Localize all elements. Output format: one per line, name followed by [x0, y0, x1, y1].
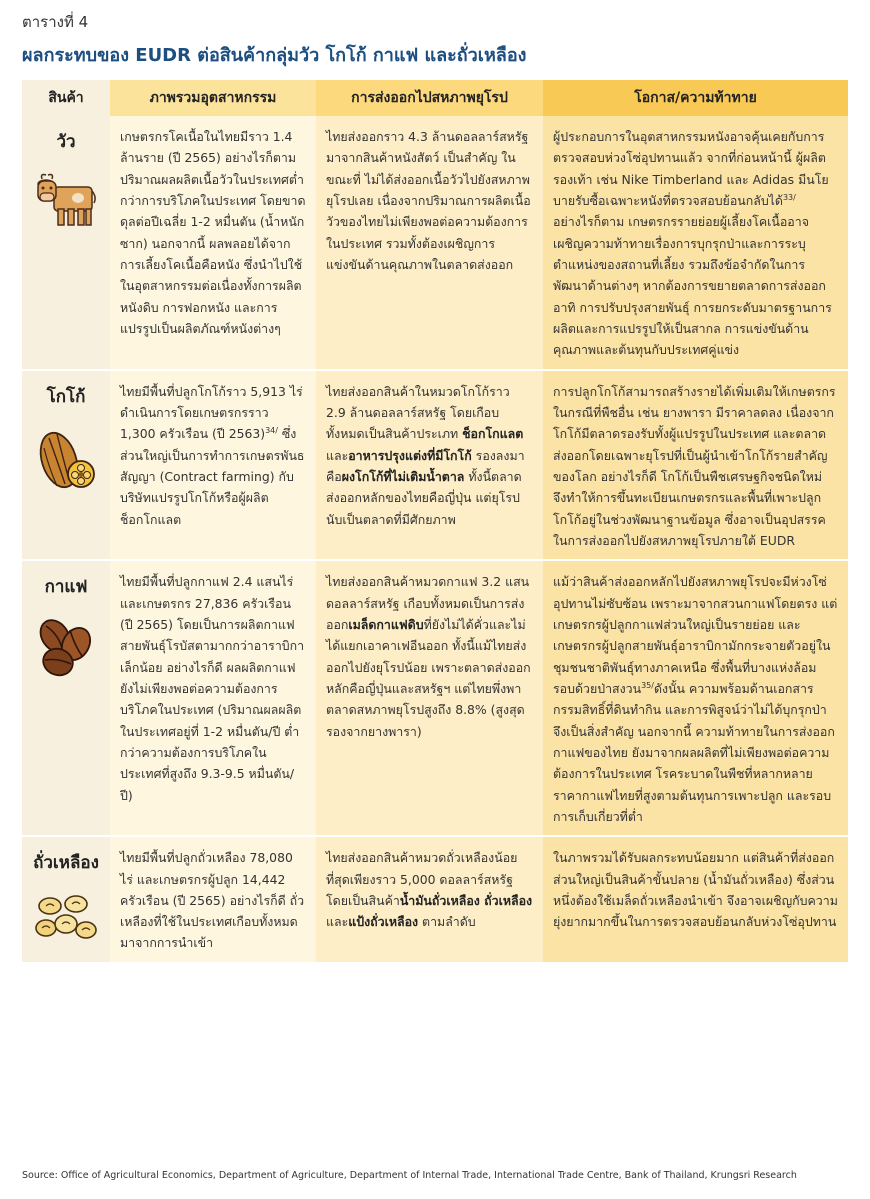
page-title: ผลกระทบของ EUDR ต่อสินค้ากลุ่มวัว โกโก้ กาแฟ และถั่วเหลือง	[22, 45, 527, 66]
opportunities-text: อย่างไรก็ตาม เกษตรกรรายย่อยผู้เลี้ยงโคเนื้ออาจเผชิญความท้าทายเรื่องการบุกรุกป่าและการระบุตำแหน่งของสถานที่เลี้ยง รวมถึงข้อจำกัดในการพัฒนาด้านต่างๆ หากต้องการขยายตลาดการส่งออก อาทิ การปรับปรุงสายพันธุ์ การยกระดับมาตรฐานการผลิตและการแปรรูปให้เป็นสากล การแข่งขันด้านคุณภาพและต้นทุนกับประเทศคู่แข่ง	[553, 214, 832, 358]
overview-cell: ไทยมีพื้นที่ปลูกถั่วเหลือง 78,080 ไร่ และเกษตรกรผู้ปลูก 14,442 ครัวเรือน (ปี 2565) อย่างไรก็ดี ถั่วเหลืองที่ใช้ในประเทศเกือบทั้งหมดมาจากการนำเข้า	[110, 836, 316, 962]
opportunities-cell: ในภาพรวมได้รับผลกระทบน้อยมาก แต่สินค้าที่ส่งออกส่วนใหญ่เป็นสินค้าขั้นปลาย (น้ำมันถั่วเหลือง) ซึ่งส่วนหนึ่งต้องใช้เมล็ดถั่วเหลืองนำเข้า จึงอาจเผชิญกับความยุ่งยากมากขึ้นในการตรวจสอบย้อนกลับห่วงโซ่อุปทาน	[543, 836, 848, 962]
product-name: วัว	[56, 132, 76, 152]
product-cell	[22, 370, 110, 561]
table-row	[22, 836, 848, 962]
cocoa-pod-icon	[35, 426, 97, 496]
overview-text: ไทยมีพื้นที่ปลูกโกโก้ราว 5,913 ไร่ ดำเนินการโดยเกษตรกรราว 1,300 ครัวเรือน (ปี 2563)	[120, 383, 303, 442]
export-cell	[316, 560, 543, 836]
export-text: ไทยส่งออกสินค้าหมวดถั่วเหลืองน้อยที่สุดเพียงราว 5,000 ดอลลาร์สหรัฐ โดยเป็นสินค้า	[326, 850, 518, 908]
export-text: รองลงมาคือ	[326, 447, 525, 484]
product-cell	[22, 116, 110, 370]
opportunities-cell: การปลูกโกโก้สามารถสร้างรายได้เพิ่มเติมให้เกษตรกร ในกรณีที่พืชอื่น เช่น ยางพารา มีราคาลดลง เนื่องจากโกโก้มีตลาดรองรับทั้งผู้แปรรูปในประเทศ และตลาดส่งออกโดยเฉพาะยุโรปที่เป็นผู้นำเข้าโกโก้รายสำคัญของโลก อย่างไรก็ดี โกโก้เป็นพืชเศรษฐกิจชนิดใหม่ จึงทำให้การขึ้นทะเบียนเกษตรกรและพื้นที่เพาะปลูกโกโก้อยู่ในช่วงพัฒนาฐานข้อมูล ซึ่งอาจเป็นอุปสรรคในการส่งออกไปยังสหภาพยุโรปภายใต้ EUDR	[543, 370, 848, 561]
opportunities-text: แม้ว่าสินค้าส่งออกหลักไปยังสหภาพยุโรปจะมีห่วงโซ่อุปทานไม่ซับซ้อน เพราะมาจากสวนกาแฟโดยตรง แต่เกษตรกรผู้ปลูกกาแฟส่วนใหญ่เป็นรายย่อย และเกษตรกรผู้ปลูกสายพันธุ์อาราบิกามักกระจายตัวอยู่ในชุมชนชาติพันธุ์ทางภาคเหนือ ซึ่งพื้นที่บางแห่งล้อมรอบด้วยป่าสงวน	[553, 574, 838, 696]
header-export: การส่งออกไปสหภาพยุโรป	[316, 80, 543, 116]
export-highlight: ช็อกโกแลต	[462, 426, 524, 442]
export-text: ไทยส่งออกสินค้าในหมวดโกโก้ราว 2.9 ล้านดอลลาร์สหรัฐ โดยเกือบทั้งหมดเป็นสินค้าประเภท	[326, 383, 510, 442]
export-text: และ	[326, 914, 349, 930]
product-name: โกโก้	[46, 386, 86, 407]
product-name: ถั่วเหลือง	[33, 853, 99, 874]
export-text: ไทยส่งออกสินค้าหมวดกาแฟ 3.2 แสนดอลลาร์สหรัฐ เกือบทั้งหมดเป็นการส่งออก	[326, 574, 530, 632]
export-highlight: ผงโกโก้ที่ไม่เติมน้ำตาล	[341, 468, 465, 484]
opportunities-text: ผู้ประกอบการในอุตสาหกรรมหนังอาจคุ้นเคยกับการตรวจสอบห่วงโซ่อุปทานแล้ว จากที่ก่อนหน้านี้ ผู้ผลิตรองเท้า เช่น Nike Timberland และ Adidas มีนโยบายรับซื้อเฉพาะหนังที่ตรวจสอบย้อนกลับได้	[553, 129, 829, 208]
export-cell: ไทยส่งออกราว 4.3 ล้านดอลลาร์สหรัฐ มาจากสินค้าหนังสัตว์ เป็นสำคัญ ในขณะที่ ไม่ได้ส่งออกเนื้อวัวไปยังสหภาพยุโรปเลย เนื่องจากปริมาณการผลิตเนื้อวัวของไทยไม่เพียงพอต่อความต้องการในประเทศ รวมทั้งต้องเผชิญการแข่งขันด้านคุณภาพในตลาดส่งออก	[316, 116, 543, 370]
export-text: ตามลำดับ	[418, 914, 476, 930]
export-highlight: แป้งถั่วเหลือง	[348, 914, 419, 930]
overview-cell: เกษตรกรโคเนื้อในไทยมีราว 1.4 ล้านราย (ปี 2565) อย่างไรก็ตาม ปริมาณผลผลิตเนื้อวัวในประเทศต่ำกว่าการบริโภคในประเทศ โดยขาดดุลต่อปีเฉลี่ย 1-2 หมื่นตัน (น้ำหนักซาก) นอกจากนี้ ผลพลอยได้จากการเลี้ยงโคเนื้อคือหนัง ซึ่งนำไปใช้ในอุตสาหกรรมต่อเนื่องทั้งการผลิตหนังดิบ การฟอกหนัง และการแปรรูปเป็นผลิตภัณฑ์หนังต่างๆ	[110, 116, 316, 370]
source-note: Source: Office of Agricultural Economics, Department of Agriculture, Department of Internal Trade, International Trade Centre, Bank of Thailand, Krungsri Research	[22, 1170, 797, 1181]
eudr-impact-table	[22, 80, 848, 962]
export-highlight: น้ำมันถั่วเหลือง ถั่วเหลือง	[399, 892, 533, 908]
export-text: ที่ยังไม่ได้คั่วและไม่ได้แยกเอาคาเฟอีนออก ทั้งนี้แม้ไทยส่งออกไปยังยุโรปน้อย เพราะตลาดส่งออกหลักคือญี่ปุ่นและสหรัฐฯ แต่ไทยพึ่งพาตลาดสหภาพยุโรปสูงถึง 8.8% (สูงสุดรองจากยางพารา)	[326, 616, 531, 739]
product-cell	[22, 836, 110, 962]
export-text: และ	[326, 447, 349, 463]
footnote-ref: 33/	[782, 192, 796, 202]
footnote-ref: 35/	[641, 680, 654, 690]
table-row	[22, 560, 848, 836]
overview-cell	[110, 370, 316, 561]
export-cell	[316, 370, 543, 561]
header-overview: ภาพรวมอุตสาหกรรม	[110, 80, 316, 116]
product-name: กาแฟ	[44, 577, 88, 598]
table-number: ตารางที่ 4	[22, 13, 89, 31]
overview-cell: ไทยมีพื้นที่ปลูกกาแฟ 2.4 แสนไร่ และเกษตรกร 27,836 ครัวเรือน (ปี 2565) โดยเป็นการผลิตกาแฟสายพันธุ์โรบัสตามากกว่าอาราบิกาเล็กน้อย อย่างไรก็ดี ผลผลิตกาแฟยังไม่เพียงพอต่อความต้องการบริโภคในประเทศ (ปริมาณผลผลิตในประเทศอยู่ที่ 1-2 หมื่นตัน/ปี ต่ำกว่าความต้องการบริโภคในประเทศที่สูงถึง 9.3-9.5 หมื่นตัน/ปี)	[110, 560, 316, 836]
table-row	[22, 370, 848, 561]
footnote-ref: 34/	[265, 426, 278, 436]
table-header-row	[22, 80, 848, 116]
header-product: สินค้า	[22, 80, 110, 116]
export-highlight: อาหารปรุงแต่งที่มีโกโก้	[348, 447, 472, 463]
opportunities-cell	[543, 560, 848, 836]
opportunities-cell	[543, 116, 848, 370]
product-cell	[22, 560, 110, 836]
coffee-beans-icon	[36, 616, 96, 680]
overview-text: ซึ่งส่วนใหญ่เป็นการทำการเกษตรพันธสัญญา (Contract farming) กับบริษัทแปรรูปโกโก้หรือผู้ผลิตช็อกโกแลต	[120, 426, 305, 527]
soybean-icon	[34, 892, 98, 944]
cow-icon	[34, 171, 98, 231]
header-opportunities: โอกาส/ความท้าทาย	[543, 80, 848, 116]
opportunities-text: ดังนั้น ความพร้อมด้านเอกสารกรรมสิทธิ์ที่ดินทำกิน และการพิสูจน์ว่าไม่ได้บุกรุกป่าจึงเป็นสิ่งสำคัญ นอกจากนี้ ความท้าทายในการส่งออกกาแฟของไทย ยังมาจากผลผลิตที่ไม่เพียงพอต่อความต้องการในประเทศ โรคระบาดในพืชที่หลากหลาย ราคากาแฟไทยที่สูงตามต้นทุนการเพาะปลูก และรอบการเก็บเกี่ยวที่ต่ำ	[553, 680, 835, 824]
export-cell	[316, 836, 543, 962]
export-text: ทั้งนี้ตลาดส่งออกหลักของไทยคือญี่ปุ่น แต่ยุโรปนับเป็นตลาดที่มีศักยภาพ	[326, 468, 522, 527]
export-highlight: เมล็ดกาแฟดิบ	[348, 616, 424, 632]
table-row	[22, 116, 848, 370]
